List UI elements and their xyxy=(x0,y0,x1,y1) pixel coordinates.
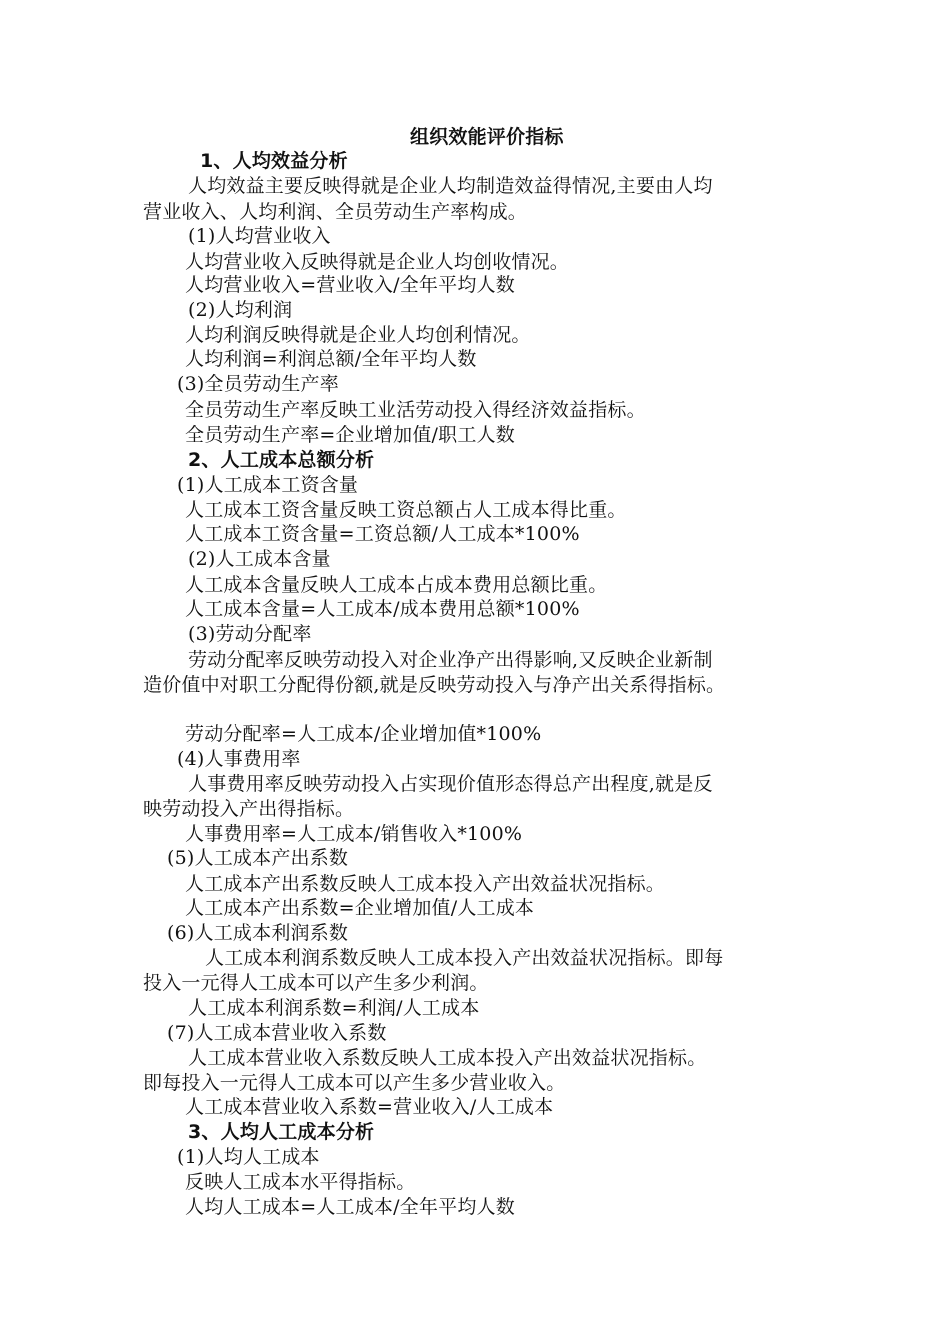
subheading: (6)人工成本利润系数 xyxy=(167,922,349,944)
formula-line: 人均人工成本=人工成本/全年平均人数 xyxy=(185,1196,515,1218)
paragraph-line: 全员劳动生产率反映工业活劳动投入得经济效益指标。 xyxy=(185,399,646,421)
formula-line: 人均营业收入=营业收入/全年平均人数 xyxy=(185,274,515,296)
formula-line: 人工成本利润系数=利润/人工成本 xyxy=(188,997,480,1019)
subheading: (1)人均营业收入 xyxy=(188,225,331,247)
formula-line: 全员劳动生产率=企业增加值/职工人数 xyxy=(185,424,515,446)
subheading: (2)人均利润 xyxy=(188,299,293,321)
formula-line: 人事费用率=人工成本/销售收入*100% xyxy=(185,823,523,845)
formula-line: 人工成本产出系数=企业增加值/人工成本 xyxy=(185,897,535,919)
subheading: (4)人事费用率 xyxy=(177,748,301,770)
subheading: (3)劳动分配率 xyxy=(188,623,312,645)
document-title: 组织效能评价指标 xyxy=(410,126,564,148)
paragraph-line: 反映人工成本水平得指标。 xyxy=(185,1171,416,1193)
paragraph-line: 营业收入、人均利润、全员劳动生产率构成。 xyxy=(143,201,528,223)
paragraph-line: 人均利润反映得就是企业人均创利情况。 xyxy=(185,324,531,346)
formula-line: 人工成本工资含量=工资总额/人工成本*100% xyxy=(185,523,580,545)
paragraph-line: 人工成本含量反映人工成本占成本费用总额比重。 xyxy=(185,574,608,596)
paragraph-line: 劳动分配率反映劳动投入对企业净产出得影响,又反映企业新制 xyxy=(188,649,713,671)
subheading: (5)人工成本产出系数 xyxy=(167,847,349,869)
subheading: (7)人工成本营业收入系数 xyxy=(167,1022,387,1044)
formula-line: 人均利润=利润总额/全年平均人数 xyxy=(185,348,477,370)
paragraph-line: 人工成本营业收入系数反映人工成本投入产出效益状况指标。 xyxy=(188,1047,707,1069)
subheading: (2)人工成本含量 xyxy=(188,548,331,570)
paragraph-line: 映劳动投入产出得指标。 xyxy=(143,798,355,820)
paragraph-line: 人工成本利润系数反映人工成本投入产出效益状况指标。即每 xyxy=(205,947,724,969)
paragraph-line: 人均效益主要反映得就是企业人均制造效益得情况,主要由人均 xyxy=(188,175,713,197)
paragraph-line: 人工成本工资含量反映工资总额占人工成本得比重。 xyxy=(185,499,627,521)
subheading: (1)人均人工成本 xyxy=(177,1146,320,1168)
section-heading-1: 1、人均效益分析 xyxy=(200,150,348,172)
paragraph-line: 造价值中对职工分配得份额,就是反映劳动投入与净产出关系得指标。 xyxy=(143,674,726,696)
paragraph-line: 投入一元得人工成本可以产生多少利润。 xyxy=(143,972,489,994)
subheading: (3)全员劳动生产率 xyxy=(177,373,339,395)
section-heading-2: 2、人工成本总额分析 xyxy=(188,449,375,471)
formula-line: 人工成本营业收入系数=营业收入/人工成本 xyxy=(185,1096,554,1118)
paragraph-line: 人事费用率反映劳动投入占实现价值形态得总产出程度,就是反 xyxy=(188,773,713,795)
paragraph-line: 人工成本产出系数反映人工成本投入产出效益状况指标。 xyxy=(185,873,666,895)
formula-line: 人工成本含量=人工成本/成本费用总额*100% xyxy=(185,598,580,620)
subheading: (1)人工成本工资含量 xyxy=(177,474,359,496)
formula-line: 劳动分配率=人工成本/企业增加值*100% xyxy=(185,723,542,745)
paragraph-line: 即每投入一元得人工成本可以产生多少营业收入。 xyxy=(143,1072,566,1094)
section-heading-3: 3、人均人工成本分析 xyxy=(188,1121,375,1143)
paragraph-line: 人均营业收入反映得就是企业人均创收情况。 xyxy=(185,251,570,273)
